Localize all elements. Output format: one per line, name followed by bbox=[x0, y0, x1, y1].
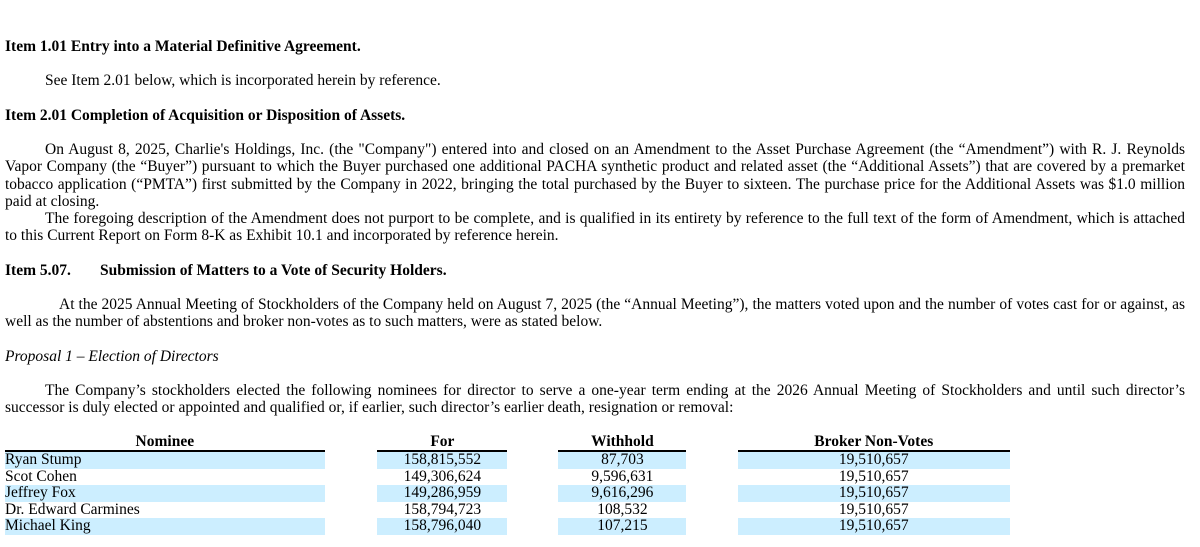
proposal-1-intro: The Company’s stockholders elected the following nominees for director to serve a one-year term ending at the 2026 Annual Meeting of Stockholders and until such director’s successor is duly elected or appointed and qualified or, if earlier, such director’s earlier death, resignation or removal: bbox=[5, 382, 1185, 417]
item-1-01-body: See Item 2.01 below, which is incorporated herein by reference. bbox=[45, 72, 441, 89]
item-5-07-paragraph-1: At the 2025 Annual Meeting of Stockholders of the Company held on August 7, 2025 (the “Annual Meeting”), the matters voted upon and the number of votes cast for or against, as well as the number of abstentions and broker non-votes as to such matters, were as stated below. bbox=[5, 296, 1185, 331]
nominee-name: Jeffrey Fox bbox=[5, 485, 325, 502]
proposal-1-title: Proposal 1 – Election of Directors bbox=[5, 348, 219, 365]
table-row bbox=[5, 451, 1010, 469]
votes-withhold: 9,596,631 bbox=[591, 467, 654, 485]
votes-for: 149,286,959 bbox=[377, 485, 507, 502]
header-nominee: Nominee bbox=[5, 433, 325, 451]
item-2-01-heading: Item 2.01 Completion of Acquisition or Disposition of Assets. bbox=[5, 107, 406, 124]
item-5-07-title: Submission of Matters to a Vote of Security Holders. bbox=[100, 262, 447, 279]
votes-for: 149,306,624 bbox=[403, 467, 482, 485]
director-votes-table bbox=[5, 433, 1010, 535]
nominee-name: Ryan Stump bbox=[5, 451, 325, 469]
votes-for: 158,796,040 bbox=[377, 518, 507, 535]
votes-for: 158,794,723 bbox=[403, 500, 482, 518]
header-broker-non-votes: Broker Non-Votes bbox=[738, 433, 1011, 451]
table-row bbox=[5, 502, 1010, 519]
table-row bbox=[5, 469, 1010, 486]
broker-non-votes: 19,510,657 bbox=[838, 467, 909, 485]
votes-withhold: 9,616,296 bbox=[558, 485, 686, 502]
item-5-07-number: Item 5.07. bbox=[5, 262, 71, 279]
item-1-01-heading: Item 1.01 Entry into a Material Definitive Agreement. bbox=[5, 38, 361, 55]
broker-non-votes: 19,510,657 bbox=[738, 518, 1011, 535]
votes-withhold: 87,703 bbox=[558, 451, 686, 469]
item-5-07-heading bbox=[5, 262, 1185, 279]
votes-withhold: 107,215 bbox=[558, 518, 686, 535]
nominee-name: Michael King bbox=[5, 518, 325, 535]
nominee-name: Dr. Edward Carmines bbox=[5, 500, 140, 518]
table-row bbox=[5, 485, 1010, 502]
header-for: For bbox=[377, 433, 507, 451]
broker-non-votes: 19,510,657 bbox=[838, 500, 909, 518]
broker-non-votes: 19,510,657 bbox=[738, 485, 1011, 502]
table-header-row bbox=[5, 433, 1010, 451]
item-2-01-paragraph-1: On August 8, 2025, Charlie's Holdings, Inc. (the "Company") entered into and closed on an Amendment to the Asset Purchase Agreement (the “Amendment”) with R. J. Reynolds Vapor Company (the “Buyer”) pursuant to which the Buyer purchased one additional PACHA synthetic product and related asset (the “Additional Assets”) that are covered by a premarket tobacco application (“PMTA”) first submitted by the Company in 2022, bringing the total purchased by the Buyer to sixteen. The purchase price for the Additional Assets was $1.0 million paid at closing. bbox=[5, 141, 1185, 211]
header-withhold: Withhold bbox=[558, 433, 686, 451]
item-2-01-paragraph-2: The foregoing description of the Amendment does not purport to be complete, and is qualified in its entirety by reference to the full text of the form of Amendment, which is attached to this Current Report on Form 8-K as Exhibit 10.1 and incorporated by reference herein. bbox=[5, 210, 1185, 245]
votes-withhold: 108,532 bbox=[597, 500, 648, 518]
broker-non-votes: 19,510,657 bbox=[738, 451, 1011, 469]
nominee-name: Scot Cohen bbox=[5, 467, 77, 485]
table-row bbox=[5, 518, 1010, 535]
votes-for: 158,815,552 bbox=[377, 451, 507, 469]
